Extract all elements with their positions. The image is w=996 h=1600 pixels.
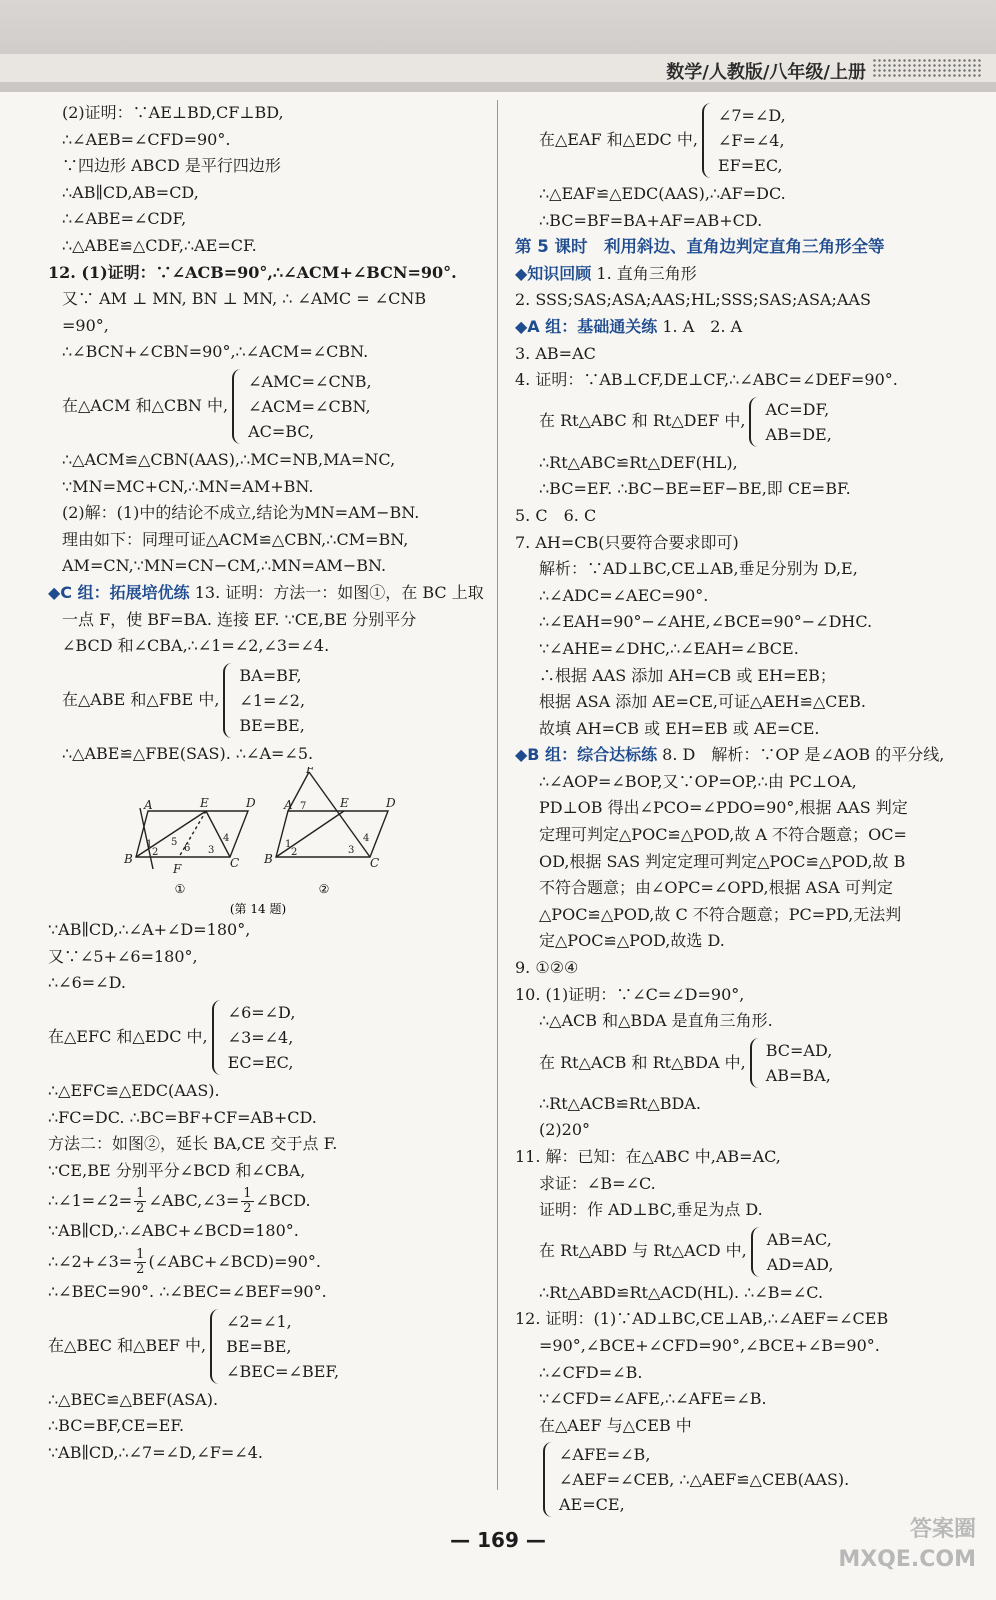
fraction-denominator: 2 xyxy=(243,1201,252,1217)
brace xyxy=(223,663,235,738)
system-label: 在△ACM 和△CBN 中, xyxy=(62,396,229,416)
text-line: 不符合题意；由∠OPC=∠OPD,根据 ASA 可判定 xyxy=(539,878,893,898)
text-line: ∵∠CFD=∠AFE,∴∠AFE=∠B. xyxy=(539,1389,767,1409)
text-line: ∴△ABE≌△CDF,∴AE=CF. xyxy=(62,235,257,255)
fraction-numerator: 1 xyxy=(243,1186,252,1202)
system-label: 在 Rt△ACB 和 Rt△BDA 中, xyxy=(539,1052,746,1072)
equation-system xyxy=(48,1000,484,1075)
system-label: 在△ABE 和△FBE 中, xyxy=(62,689,220,709)
text-inline: ∴∠2+∠3= xyxy=(48,1252,133,1272)
text-line: ∵四边形 ABCD 是平行四边形 xyxy=(62,156,281,176)
system-line: AB=BA, xyxy=(765,1065,831,1085)
text-inline: 13. 证明：方法一：如图①，在 BC 上取 xyxy=(194,582,484,602)
angle-label: 4 xyxy=(223,833,230,845)
text-line: ∠BCD 和∠CBA,∴∠1=∠2,∠3=∠4. xyxy=(62,636,330,656)
text-line: 定理可判定△POC≌△POD,故 A 不符合题意；OC= xyxy=(539,825,907,845)
system-line: ∠AEF=∠CEB, ∴△AEF≌△CEB(AAS). xyxy=(559,1470,850,1490)
fraction-half xyxy=(241,1187,253,1216)
text-line: ∴BC=BF=BA+AF=AB+CD. xyxy=(539,210,763,230)
system-label: 在△EAF 和△EDC 中, xyxy=(539,130,698,150)
text-line: OD,根据 SAS 判定定理可判定△POC≌△POD,故 B xyxy=(539,851,906,871)
figure-caption: (第 14 题) xyxy=(229,902,287,917)
equation-system xyxy=(48,663,484,738)
left-column xyxy=(48,100,484,1466)
text-line: 求证：∠B=∠C. xyxy=(539,1173,656,1193)
system-line: ∠7=∠D, xyxy=(717,106,786,125)
text-line: AM=CN,∵MN=CN−CM,∴MN=AM−BN. xyxy=(62,556,387,576)
text-inline: 8. D 解析：∵OP 是∠AOB 的平分线, xyxy=(662,745,945,765)
angle-label: 1 xyxy=(285,839,292,851)
system-line: EF=EC, xyxy=(717,156,783,175)
equation-system xyxy=(515,103,970,178)
text-line: 定△POC≌△POD,故选 D. xyxy=(539,931,725,951)
system-line: EC=EC, xyxy=(227,1053,294,1073)
point-label-A: A xyxy=(144,798,153,813)
system-line: AC=BC, xyxy=(248,421,315,441)
text-line: ∵AB∥CD,∴∠7=∠D,∠F=∠4. xyxy=(48,1442,263,1462)
text-line: ∴Rt△ABD≌Rt△ACD(HL). ∴∠B=∠C. xyxy=(539,1282,824,1302)
header-title: 数学/人教版/八年级/上册 xyxy=(666,62,866,83)
brace xyxy=(751,1227,763,1277)
brace xyxy=(210,1309,222,1384)
system-line: AC=DF, xyxy=(765,399,830,419)
text-line: 10. (1)证明：∵∠C=∠D=90°, xyxy=(515,984,745,1004)
point-label-D: D xyxy=(246,796,256,811)
system-line: ∠F=∠4, xyxy=(717,131,785,150)
text-line: ∴∠AOP=∠BOP,又∵OP=OP,∴由 PC⊥OA, xyxy=(539,771,857,791)
point-label-A: A xyxy=(284,798,293,813)
fraction-denominator: 2 xyxy=(136,1262,145,1278)
text-line: ∴∠ADC=∠AEC=90°. xyxy=(539,585,709,605)
text-line: ∴∠BEC=90°. ∴∠BEC=∠BEF=90°. xyxy=(48,1282,327,1302)
text-line: 9. ①②④ xyxy=(515,958,579,978)
section-c-line xyxy=(48,580,484,607)
section-c-heading: ◆C 组：拓展培优练 xyxy=(48,582,190,602)
text-line: ∴△ABE≌△FBE(SAS). ∴∠A=∠5. xyxy=(62,743,314,763)
text-line: 一点 F，使 BF=BA. 连接 EF. ∵CE,BE 分别平分 xyxy=(62,609,417,629)
text-line: 又∵∠5+∠6=180°, xyxy=(48,946,198,966)
system-line: AB=AC, xyxy=(766,1229,832,1249)
equation-system xyxy=(48,1309,484,1384)
text-line: 证明：作 AD⊥BC,垂足为点 D. xyxy=(539,1200,763,1220)
text-line: 11. 解：已知：在△ABC 中,AB=AC, xyxy=(515,1147,781,1166)
system-label: 在△BEC 和△BEF 中, xyxy=(48,1335,207,1355)
system-label: 在 Rt△ABD 与 Rt△ACD 中, xyxy=(539,1241,747,1261)
point-label-E: E xyxy=(340,796,349,811)
figure-svg xyxy=(48,767,484,917)
fraction-line xyxy=(48,1184,484,1218)
point-label-B: B xyxy=(124,852,133,867)
text-line: ∴△BEC≌△BEF(ASA). xyxy=(48,1389,219,1409)
text-line: ∵AB∥CD,∴∠A+∠D=180°, xyxy=(48,920,251,940)
fraction-numerator: 1 xyxy=(136,1247,145,1263)
text-line: ∵AB∥CD,∴∠ABC+∠BCD=180°. xyxy=(48,1221,299,1241)
point-label-F: F xyxy=(173,862,182,877)
text-line: 2. SSS;SAS;ASA;AAS;HL;SSS;SAS;ASA;AAS xyxy=(515,290,871,310)
system-line: BE=BE, xyxy=(239,715,305,735)
text-line: ∴∠CFD=∠B. xyxy=(539,1362,643,1382)
right-column xyxy=(515,100,970,1520)
problem-12: 12. (1)证明：∵∠ACB=90°,∴∠ACM+∠BCN=90°. xyxy=(48,262,457,282)
system-label: 在△EFC 和△EDC 中, xyxy=(48,1027,208,1047)
text-line: ∴BC=EF. ∴BC−BE=EF−BE,即 CE=BF. xyxy=(539,479,851,499)
system-line: ∠BEC=∠BEF, xyxy=(226,1361,340,1381)
watermark-text-top: 答案圈 xyxy=(909,1517,976,1542)
header-band xyxy=(0,0,996,92)
system-label: 在 Rt△ABC 和 Rt△DEF 中, xyxy=(539,411,746,431)
text-line: =90°,∠BCE+∠CFD=90°,∠BCE+∠B=90°. xyxy=(539,1335,880,1355)
column-divider xyxy=(497,100,498,1490)
text-inline: 1. 直角三角形 xyxy=(596,263,697,283)
text-inline: (∠ABC+∠BCD)=90°. xyxy=(148,1252,321,1272)
text-line: ∴AB∥CD,AB=CD, xyxy=(62,182,199,202)
text-inline: ∠ABC,∠3= xyxy=(148,1191,240,1211)
equation-system xyxy=(515,1227,970,1277)
text-line: 理由如下：同理可证△ACM≌△CBN,∴CM=BN, xyxy=(62,529,409,549)
system-line: ∠AFE=∠B, xyxy=(559,1445,651,1465)
angle-label: 3 xyxy=(348,845,355,857)
system-line: ∠1=∠2, xyxy=(239,690,306,710)
text-line: ∴△EAF≌△EDC(AAS),∴AF=DC. xyxy=(539,184,786,203)
text-line xyxy=(515,261,970,288)
brace xyxy=(702,103,714,178)
text-line: 3. AB=AC xyxy=(515,343,596,363)
system-line: AB=DE, xyxy=(765,424,832,444)
text-line: (2)20° xyxy=(539,1120,591,1140)
fraction-numerator: 1 xyxy=(136,1186,145,1202)
text-line: ∴Rt△ACB≌Rt△BDA. xyxy=(539,1093,701,1113)
angle-label: 3 xyxy=(208,845,215,857)
text-line: 在△AEF 与△CEB 中 xyxy=(539,1415,692,1435)
text-line: 7. AH=CB(只要符合要求即可) xyxy=(515,532,739,552)
brace xyxy=(232,369,244,444)
text-line: ∴根据 AAS 添加 AH=CB 或 EH=EB； xyxy=(539,665,836,685)
text-line: ∴Rt△ABC≌Rt△DEF(HL), xyxy=(539,452,738,472)
page-number: — 169 — xyxy=(450,1528,546,1552)
text-line: =90°, xyxy=(62,315,109,335)
system-line: BE=BE, xyxy=(226,1336,292,1356)
text-line: ∴△ACB 和△BDA 是直角三角形. xyxy=(539,1011,773,1031)
section-review-heading: ◆知识回顾 xyxy=(515,263,592,283)
geometry-figure xyxy=(48,767,484,917)
brace xyxy=(543,1442,555,1517)
system-line: ∠3=∠4, xyxy=(227,1028,294,1048)
text-line: 故填 AH=CB 或 EH=EB 或 AE=CE. xyxy=(539,718,820,738)
text-line: ∴BC=BF,CE=EF. xyxy=(48,1416,185,1436)
angle-label: 7 xyxy=(300,801,307,813)
text-line: 根据 ASA 添加 AE=CE,可证△AEH≌△CEB. xyxy=(539,692,866,712)
text-line xyxy=(515,314,970,341)
watermark-text-bottom: MXQE.COM xyxy=(838,1547,976,1572)
text-line: 又∵ AM ⊥ MN, BN ⊥ MN, ∴ ∠AMC = ∠CNB xyxy=(62,289,427,309)
angle-label: 2 xyxy=(152,847,159,859)
system-line: ∠AMC=∠CNB, xyxy=(248,371,372,391)
text-line: ∴∠ABE=∠CDF, xyxy=(62,209,187,229)
system-line: BC=AD, xyxy=(765,1040,833,1060)
equation-system xyxy=(515,397,970,447)
angle-label: 6 xyxy=(184,843,191,855)
text-line: (2)证明：∵AE⊥BD,CF⊥BD, xyxy=(62,103,284,122)
text-line: ∵MN=MC+CN,∴MN=AM+BN. xyxy=(62,476,314,496)
equation-system xyxy=(48,369,484,444)
system-line: ∠ACM=∠CBN, xyxy=(248,396,371,416)
text-line: PD⊥OB 得出∠PCO=∠PDO=90°,根据 AAS 判定 xyxy=(539,798,908,818)
text-line: △POC≌△POD,故 C 不符合题意；PC=PD,无法判 xyxy=(539,904,902,924)
section-b-heading: ◆B 组：综合达标练 xyxy=(515,745,658,765)
text-line: ∵∠AHE=∠DHC,∴∠EAH=∠BCE. xyxy=(539,638,799,658)
fraction-half xyxy=(134,1187,146,1216)
text-line: (2)解：(1)中的结论不成立,结论为MN=AM−BN. xyxy=(62,503,420,523)
text-line: 5. C 6. C xyxy=(515,505,597,525)
angle-label: 5 xyxy=(171,837,178,849)
text-line: ∴△EFC≌△EDC(AAS). xyxy=(48,1081,220,1101)
brace xyxy=(749,397,761,447)
section-a-heading: ◆A 组：基础通关练 xyxy=(515,316,658,336)
equation-system xyxy=(515,1038,970,1088)
brace xyxy=(212,1000,224,1075)
text-line: 方法二：如图②，延长 BA,CE 交于点 F. xyxy=(48,1134,338,1154)
text-inline: ∴∠1=∠2= xyxy=(48,1191,133,1211)
system-line: BA=BF, xyxy=(239,665,302,685)
system-line: AD=AD, xyxy=(766,1254,834,1274)
system-line: ∠6=∠D, xyxy=(227,1003,296,1023)
text-line: 解析：∵AD⊥BC,CE⊥AB,垂足分别为 D,E, xyxy=(539,559,858,579)
system-line: ∠2=∠1, xyxy=(226,1311,292,1331)
system-line: AE=CE, xyxy=(559,1495,625,1515)
point-label-E: E xyxy=(200,796,209,811)
point-label-D: D xyxy=(386,796,396,811)
figure-label-2: ② xyxy=(318,882,330,897)
fraction-half xyxy=(134,1248,146,1277)
watermark-logo xyxy=(838,1515,976,1575)
page-number-value: 169 xyxy=(477,1528,519,1552)
brace xyxy=(750,1038,762,1088)
point-label-C: C xyxy=(370,856,380,871)
text-line: ∵CE,BE 分别平分∠BCD 和∠CBA, xyxy=(48,1160,306,1180)
text-line: ∴∠BCN+∠CBN=90°,∴∠ACM=∠CBN. xyxy=(62,342,369,362)
figure-label-1: ① xyxy=(174,882,186,897)
text-line xyxy=(515,742,970,769)
angle-label: 1 xyxy=(146,839,153,851)
text-line: ∴∠EAH=90°−∠AHE,∠BCE=90°−∠DHC. xyxy=(539,612,873,632)
text-inline: 1. A 2. A xyxy=(662,316,743,336)
header-dot-pattern xyxy=(872,58,982,78)
text-line: ∴FC=DC. ∴BC=BF+CF=AB+CD. xyxy=(48,1107,317,1127)
point-label-B: B xyxy=(264,852,273,867)
point-label-C: C xyxy=(230,856,240,871)
text-line: ∴∠AEB=∠CFD=90°. xyxy=(62,129,231,149)
fraction-denominator: 2 xyxy=(136,1201,145,1217)
text-line: 12. 证明：(1)∵AD⊥BC,CE⊥AB,∴∠AEF=∠CEB xyxy=(515,1309,889,1329)
angle-label: 2 xyxy=(291,847,298,859)
text-line: 4. 证明：∵AB⊥CF,DE⊥CF,∴∠ABC=∠DEF=90°. xyxy=(515,370,898,390)
angle-label: 4 xyxy=(363,833,370,845)
point-label-F: F xyxy=(306,767,315,777)
lesson-title: 第 5 课时 利用斜边、直角边判定直角三角形全等 xyxy=(515,237,885,257)
equation-system xyxy=(515,1442,970,1517)
fraction-line xyxy=(48,1245,484,1279)
text-line: ∴△ACM≌△CBN(AAS),∴MC=NB,MA=NC, xyxy=(62,449,396,469)
text-inline: ∠BCD. xyxy=(255,1191,311,1211)
text-line: ∴∠6=∠D. xyxy=(48,973,126,993)
